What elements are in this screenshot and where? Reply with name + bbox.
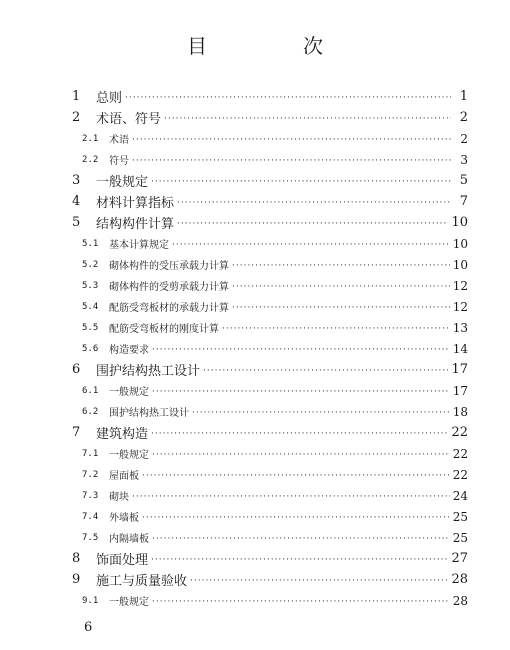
toc-entry-page: 12 [452, 299, 468, 314]
toc-entry-label: 内隔墙板 [109, 534, 149, 545]
page-title: 目 次 [187, 34, 361, 58]
toc-entry-page: 25 [452, 530, 468, 545]
toc-entry-page: 7 [459, 194, 468, 209]
toc-entry-page: 13 [452, 320, 468, 335]
toc-entry-label: 术语、符号 [96, 112, 162, 127]
toc-entry-page: 5 [459, 173, 468, 188]
toc-entry[interactable] [72, 380, 468, 401]
toc-entry-page: 2 [460, 131, 468, 146]
toc-entry[interactable] [72, 296, 468, 317]
dot-leader [152, 448, 450, 460]
dot-leader [152, 385, 450, 397]
dot-leader [222, 322, 450, 334]
toc-entry-page: 3 [460, 152, 468, 167]
toc-entry-label: 一般规定 [96, 175, 149, 190]
toc-entry[interactable] [72, 254, 468, 275]
toc-entry[interactable] [72, 422, 468, 443]
toc-entry-label: 配筋受弯板材的刚度计算 [109, 324, 219, 335]
toc-entry-label: 术语 [109, 135, 129, 146]
toc-entry-page: 17 [452, 383, 468, 398]
toc-entry-number: 4 [72, 194, 81, 209]
dot-leader [151, 427, 448, 439]
dot-leader [232, 259, 450, 271]
toc-entry[interactable] [72, 107, 468, 128]
dot-leader [152, 595, 450, 607]
toc-entry-page: 10 [451, 215, 468, 230]
toc-entry-page: 22 [452, 446, 468, 461]
toc-entry-page: 17 [451, 362, 468, 377]
dot-leader [125, 91, 451, 103]
toc-entry[interactable] [72, 86, 468, 107]
dot-leader [151, 553, 448, 565]
toc-entry-label: 结构构件计算 [96, 217, 175, 232]
toc-entry-page: 28 [451, 572, 468, 587]
toc-entry-number: 5.3 [82, 280, 99, 291]
dot-leader [164, 112, 451, 124]
toc-entry-page: 25 [452, 509, 468, 524]
dot-leader [132, 154, 451, 166]
toc-entry[interactable] [72, 212, 468, 233]
dot-leader [152, 343, 450, 355]
toc-entry-number: 7.2 [82, 469, 99, 480]
toc-entry-number: 2.2 [82, 154, 99, 165]
toc-entry-label: 施工与质量验收 [96, 574, 188, 589]
toc-entry-label: 围护结构热工设计 [109, 408, 189, 419]
toc-entry-number: 3 [72, 173, 81, 188]
toc-entry-number: 9.1 [82, 595, 99, 606]
toc-entry-label: 符号 [109, 156, 129, 167]
toc-entry-number: 6 [72, 362, 81, 377]
toc-entry[interactable] [72, 317, 468, 338]
toc-entry-label: 配筋受弯板材的承载力计算 [109, 303, 229, 314]
toc-entry-number: 7.4 [82, 511, 99, 522]
toc-entry-number: 8 [72, 551, 81, 566]
dot-leader [203, 364, 448, 376]
toc-entry-label: 饰面处理 [96, 553, 149, 568]
toc-entry[interactable] [72, 443, 468, 464]
dot-leader [142, 469, 450, 481]
toc-entry[interactable] [72, 128, 468, 149]
dot-leader [177, 196, 451, 208]
toc-entry-label: 材料计算指标 [96, 196, 175, 211]
dot-leader [192, 406, 450, 418]
toc-entry-label: 砌体构件的受压承载力计算 [109, 261, 229, 272]
toc-entry[interactable] [72, 590, 468, 611]
toc-entry[interactable] [72, 338, 468, 359]
toc-entry-number: 9 [72, 572, 81, 587]
page-number: 6 [84, 620, 93, 635]
toc-entry-number: 7.3 [82, 490, 99, 501]
toc-entry[interactable] [72, 548, 468, 569]
toc-entry[interactable] [72, 485, 468, 506]
toc-entry-label: 构造要求 [109, 345, 149, 356]
toc-entry-label: 一般规定 [109, 597, 149, 608]
toc-entry-label: 一般规定 [109, 387, 149, 398]
toc-entry-label: 基本计算规定 [109, 240, 169, 251]
toc-entry-number: 2.1 [82, 133, 99, 144]
dot-leader [142, 511, 450, 523]
toc-entry-number: 6.1 [82, 385, 99, 396]
toc-entry-label: 砌体构件的受剪承载力计算 [109, 282, 229, 293]
dot-leader [232, 280, 450, 292]
toc-entry-label: 建筑构造 [96, 427, 149, 442]
toc-entry-label: 砌块 [109, 492, 129, 503]
toc-entry-page: 18 [452, 404, 468, 419]
toc-entry[interactable] [72, 401, 468, 422]
toc-entry[interactable] [72, 506, 468, 527]
toc-entry[interactable] [72, 527, 468, 548]
toc-entry-number: 2 [72, 110, 81, 125]
toc-entry-page: 22 [451, 425, 468, 440]
toc-entry-label: 外墙板 [109, 513, 139, 524]
toc-entry-number: 7.1 [82, 448, 99, 459]
toc-entry-number: 7 [72, 425, 81, 440]
dot-leader [132, 490, 450, 502]
toc-entry-label: 总则 [96, 91, 123, 106]
toc-entry-page: 10 [452, 257, 468, 272]
toc-entry-page: 22 [452, 467, 468, 482]
toc-entry[interactable] [72, 233, 468, 254]
toc-entry-number: 6.2 [82, 406, 99, 417]
toc-entry[interactable] [72, 149, 468, 170]
toc-entry[interactable] [72, 275, 468, 296]
toc-entry-number: 5.2 [82, 259, 99, 270]
toc-entry-label: 屋面板 [109, 471, 139, 482]
toc-entry[interactable] [72, 170, 468, 191]
toc-entry-number: 5.4 [82, 301, 99, 312]
toc-entry-number: 5.5 [82, 322, 99, 333]
dot-leader [151, 175, 451, 187]
toc-entry-number: 7.5 [82, 532, 99, 543]
dot-leader [190, 574, 448, 586]
toc-entry-number: 5.1 [82, 238, 99, 249]
toc-entry[interactable] [72, 464, 468, 485]
dot-leader [172, 238, 450, 250]
toc-entry-number: 5 [72, 215, 81, 230]
toc-entry-label: 一般规定 [109, 450, 149, 461]
toc-entry[interactable] [72, 191, 468, 212]
toc-entry-page: 27 [451, 551, 468, 566]
toc-entry-page: 12 [452, 278, 468, 293]
toc-entry-number: 5.6 [82, 343, 99, 354]
dot-leader [232, 301, 450, 313]
toc-entry-label: 围护结构热工设计 [96, 364, 201, 379]
toc-entry-page: 2 [459, 110, 468, 125]
toc-entry[interactable] [72, 569, 468, 590]
dot-leader [152, 532, 450, 544]
toc-entry[interactable] [72, 359, 468, 380]
toc-entry-page: 10 [452, 236, 468, 251]
table-of-contents [72, 86, 468, 611]
toc-entry-page: 1 [459, 89, 468, 104]
dot-leader [132, 133, 451, 145]
toc-entry-page: 14 [452, 341, 468, 356]
dot-leader [177, 217, 448, 229]
toc-entry-page: 24 [452, 488, 468, 503]
toc-entry-page: 28 [452, 593, 468, 608]
toc-entry-number: 1 [72, 89, 81, 104]
